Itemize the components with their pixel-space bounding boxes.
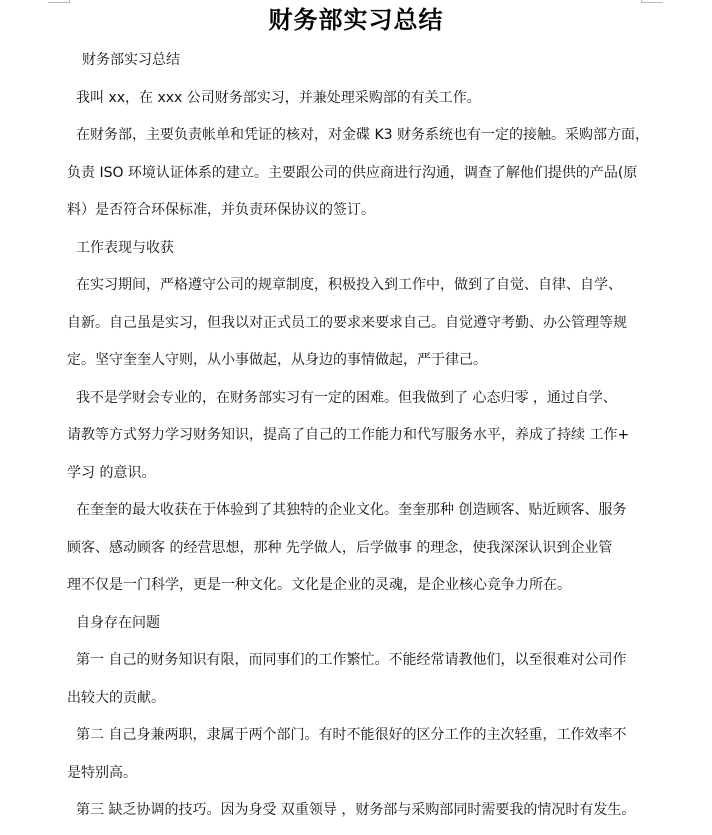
- document-body: [67, 47, 647, 835]
- paragraph-duties-line: 负责 ISO 环境认证体系的建立。主要跟公司的供应商进行沟通，调查了解他们提供的产品(原: [67, 164, 638, 181]
- paragraph-culture-line: 在奎奎的最大收获在于体验到了其独特的企业文化。奎奎那种 创造顾客、贴近顾客、服务: [76, 502, 627, 518]
- paragraph-discipline-line: 自新。自己虽是实习，但我以对正式员工的要求来要求自己。自觉遵守考勤、办公管理等规: [67, 314, 627, 331]
- paragraph-intro-line: 我叫 xx，在 xxx 公司财务部实习，并兼处理采购部的有关工作。: [76, 89, 481, 106]
- page-corner-mark-left: [48, 0, 70, 3]
- page-title: 财务部实习总结: [268, 5, 444, 34]
- document-subtitle: 财务部实习总结: [82, 52, 180, 68]
- page-corner-mark-right: [641, 0, 663, 3]
- paragraph-learning-line: 学习 的意识。: [67, 464, 156, 481]
- paragraph-duties-line: 在财务部，主要负责帐单和凭证的核对，对金碟 K3 财务系统也有一定的接触。采购部方面，: [76, 127, 649, 143]
- paragraph-problem-second-line: 是特别高。: [67, 764, 137, 781]
- paragraph-duties-line: 料）是否符合环保标准，并负责环保协议的签订。: [67, 202, 375, 218]
- paragraph-discipline-line: 定。坚守奎奎人守则，从小事做起，从身边的事情做起，严于律己。: [67, 352, 487, 368]
- paragraph-problem-third-line: 第三 缺乏协调的技巧。因为身受 双重领导 ，财务部与采购部同时需要我的情况时有发生。: [76, 802, 636, 818]
- paragraph-discipline-line: 在实习期间，严格遵守公司的规章制度，积极投入到工作中，做到了自觉、自律、自学、: [76, 277, 622, 293]
- paragraph-learning-line: 请教等方式努力学习财务知识，提高了自己的工作能力和代写服务水平，养成了持续 工作+: [67, 427, 630, 443]
- paragraph-problem-first-line: 出较大的贡献。: [67, 689, 165, 706]
- paragraph-problem-first-line: 第一 自己的财务知识有限，而同事们的工作繁忙。不能经常请教他们，以至很难对公司作: [76, 652, 627, 668]
- paragraph-learning-line: 我不是学财会专业的，在财务部实习有一定的困难。但我做到了 心态归零 ，通过自学、: [76, 389, 617, 406]
- paragraph-problem-second-line: 第二 自己身兼两职，隶属于两个部门。有时不能很好的区分工作的主次轻重，工作效率不: [76, 727, 627, 743]
- section-heading-problems: 自身存在问题: [76, 614, 160, 631]
- paragraph-culture-line: 顾客、感动顾客 的经营思想，那种 先学做人，后学做事 的理念，使我深深认识到企业管: [67, 539, 613, 556]
- paragraph-culture-line: 理不仅是一门科学，更是一种文化。文化是企业的灵魂，是企业核心竞争力所在。: [67, 577, 571, 593]
- section-heading-performance: 工作表现与收获: [76, 239, 174, 256]
